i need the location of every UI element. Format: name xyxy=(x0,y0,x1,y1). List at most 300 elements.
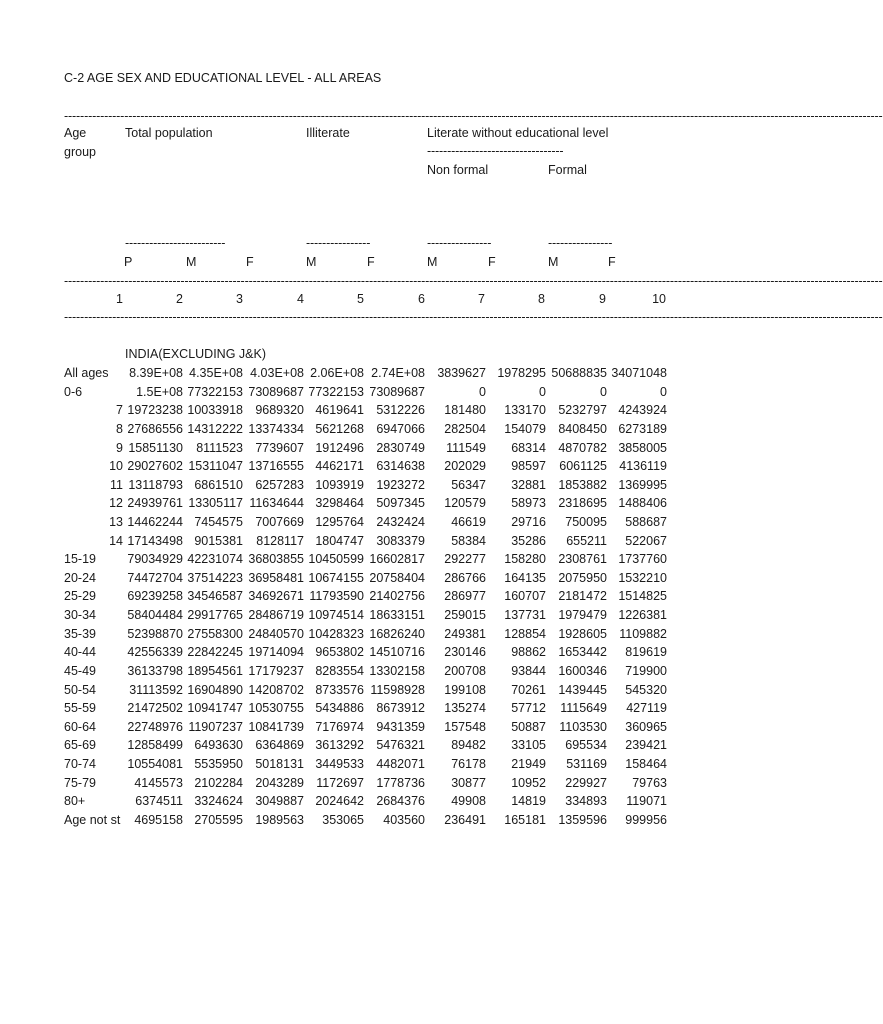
table-cell: 1115649 xyxy=(560,701,607,716)
table-cell: 128854 xyxy=(504,626,546,641)
column-number: 1 xyxy=(116,292,123,306)
table-cell: 4619641 xyxy=(315,403,364,418)
table-row xyxy=(0,478,768,496)
table-cell: 3839627 xyxy=(437,366,486,380)
table-row xyxy=(0,366,768,384)
table-cell: 750095 xyxy=(565,515,607,529)
table-cell: 1172697 xyxy=(316,775,364,790)
table-cell: 2308761 xyxy=(558,552,607,567)
row-label: 75-79 xyxy=(64,775,96,790)
table-cell: 1804747 xyxy=(315,533,364,548)
row-label: All ages xyxy=(64,366,109,380)
table-cell: 98862 xyxy=(511,645,546,660)
table-cell: 19723238 xyxy=(127,403,183,418)
table-cell: 2432424 xyxy=(376,515,425,529)
table-cell: 286977 xyxy=(444,589,486,604)
table-cell: 68314 xyxy=(511,440,546,455)
table-cell: 73089687 xyxy=(248,384,304,399)
table-cell: 14819 xyxy=(511,794,546,809)
table-cell: 3083379 xyxy=(376,533,425,548)
table-cell: 1778736 xyxy=(376,775,425,790)
table-cell: 2024642 xyxy=(315,794,364,809)
table-cell: 36803855 xyxy=(248,552,304,567)
table-cell: 13305117 xyxy=(188,496,243,511)
table-cell: 1514825 xyxy=(618,589,667,604)
table-cell: 42231074 xyxy=(187,552,243,567)
table-cell: 5312226 xyxy=(376,403,425,418)
table-cell: 79034929 xyxy=(127,552,183,567)
table-cell: 12858499 xyxy=(127,738,183,753)
table-cell: 8673912 xyxy=(376,701,425,716)
table-cell: 588687 xyxy=(625,515,667,529)
table-cell: 7007669 xyxy=(255,515,304,529)
table-cell: 236491 xyxy=(444,812,486,827)
table-cell: 31113592 xyxy=(129,682,183,697)
table-cell: 6257283 xyxy=(255,477,304,492)
table-cell: 74472704 xyxy=(127,570,183,585)
table-cell: 16904890 xyxy=(187,682,243,697)
table-cell: 6861510 xyxy=(194,477,243,492)
table-cell: 158464 xyxy=(625,757,667,771)
table-cell: 522067 xyxy=(625,533,667,548)
table-cell: 0 xyxy=(600,384,607,399)
table-cell: 286766 xyxy=(444,570,486,585)
table-cell: 181480 xyxy=(444,403,486,418)
sex-header-p: P xyxy=(124,255,133,269)
table-cell: 28486719 xyxy=(248,608,304,623)
table-cell: 9653802 xyxy=(315,645,364,660)
table-cell: 0 xyxy=(479,384,486,399)
table-row xyxy=(0,794,768,812)
table-row xyxy=(0,571,768,589)
table-cell: 8.39E+08 xyxy=(129,366,183,380)
table-cell: 1295764 xyxy=(315,515,364,529)
table-cell: 7454575 xyxy=(194,515,243,529)
table-cell: 4.03E+08 xyxy=(250,366,304,380)
table-cell: 13302158 xyxy=(369,663,425,678)
table-cell: 18633151 xyxy=(369,608,425,623)
table-cell: 1439445 xyxy=(558,682,607,697)
row-label: 30-34 xyxy=(64,608,96,623)
report-title: C-2 AGE SEX AND EDUCATIONAL LEVEL - ALL AREAS xyxy=(64,71,382,85)
table-cell: 6314638 xyxy=(376,459,425,474)
table-cell: 1989563 xyxy=(255,812,304,827)
table-cell: 2181472 xyxy=(558,589,607,604)
table-row xyxy=(0,552,768,570)
table-cell: 4462171 xyxy=(315,459,364,474)
table-cell: 77322153 xyxy=(187,384,243,399)
sex-header-m: M xyxy=(427,255,438,269)
table-cell: 1.5E+08 xyxy=(136,384,183,399)
table-cell: 11598928 xyxy=(370,682,425,697)
table-cell: 202029 xyxy=(444,459,486,474)
table-cell: 4482071 xyxy=(376,757,425,771)
table-cell: 353065 xyxy=(322,812,364,827)
table-cell: 1103530 xyxy=(559,719,607,734)
row-label: 40-44 xyxy=(64,645,96,660)
sex-header-m: M xyxy=(548,255,559,269)
table-cell: 1532210 xyxy=(618,570,667,585)
table-row xyxy=(0,385,768,403)
header-total-population: Total population xyxy=(125,126,213,140)
table-cell: 56347 xyxy=(451,477,486,492)
table-row xyxy=(0,534,768,552)
table-cell: 1853882 xyxy=(558,477,607,492)
table-cell: 9015381 xyxy=(194,533,243,548)
row-label: Age not st xyxy=(64,812,121,827)
column-number: 4 xyxy=(297,292,304,306)
table-cell: 93844 xyxy=(511,663,546,678)
table-cell: 1109882 xyxy=(619,626,667,641)
row-age-number: 8 xyxy=(116,421,123,436)
table-cell: 0 xyxy=(539,384,546,399)
table-cell: 36133798 xyxy=(127,663,183,678)
header-subdivider-total: ------------------------- xyxy=(125,236,226,250)
column-number: 2 xyxy=(176,292,183,306)
table-cell: 15851130 xyxy=(128,440,183,455)
table-cell: 2.06E+08 xyxy=(310,366,364,380)
table-cell: 42556339 xyxy=(127,645,183,660)
table-cell: 427119 xyxy=(626,701,667,716)
table-cell: 5434886 xyxy=(315,701,364,716)
table-cell: 135274 xyxy=(444,701,486,716)
column-number: 3 xyxy=(236,292,243,306)
table-cell: 50887 xyxy=(511,719,546,734)
table-cell: 22842245 xyxy=(187,645,243,660)
table-cell: 164135 xyxy=(504,570,546,585)
table-cell: 5621268 xyxy=(315,421,364,436)
table-cell: 719900 xyxy=(625,663,667,678)
table-cell: 2318695 xyxy=(558,496,607,511)
table-cell: 154079 xyxy=(504,421,546,436)
table-cell: 14312222 xyxy=(187,421,243,436)
header-subdivider-illiterate: ---------------- xyxy=(306,236,371,250)
divider-bottom: ------------------------------------------------------------------------------------------------------------------------------------------------------------------------------------------------------------ xyxy=(64,310,883,324)
table-cell: 531169 xyxy=(566,757,607,771)
divider-mid: ------------------------------------------------------------------------------------------------------------------------------------------------------------------------------------------------------------ xyxy=(64,274,883,288)
table-cell: 29716 xyxy=(511,515,546,529)
table-cell: 10841739 xyxy=(248,719,304,734)
table-cell: 4.35E+08 xyxy=(189,366,243,380)
table-cell: 21472502 xyxy=(127,701,183,716)
table-cell: 8111523 xyxy=(196,440,243,455)
table-cell: 36958481 xyxy=(248,570,304,585)
table-cell: 9689320 xyxy=(255,403,304,418)
table-row xyxy=(0,757,768,775)
table-cell: 4136119 xyxy=(619,459,667,474)
table-cell: 2102284 xyxy=(194,775,243,790)
table-cell: 403560 xyxy=(383,812,425,827)
table-cell: 6273189 xyxy=(618,421,667,436)
column-number-row xyxy=(0,292,768,308)
table-row xyxy=(0,459,768,477)
row-label: 25-29 xyxy=(64,589,96,604)
table-cell: 6061125 xyxy=(559,459,607,474)
table-cell: 4145573 xyxy=(134,775,183,790)
table-cell: 3049887 xyxy=(255,794,304,809)
table-cell: 1653442 xyxy=(558,645,607,660)
row-label: 55-59 xyxy=(64,701,96,716)
row-label: 80+ xyxy=(64,794,86,809)
table-cell: 8283554 xyxy=(315,663,364,678)
table-cell: 2684376 xyxy=(376,794,425,809)
header-subdivider-literate: ---------------------------------- xyxy=(427,144,564,158)
table-cell: 5097345 xyxy=(376,496,425,511)
table-cell: 3613292 xyxy=(315,738,364,753)
table-cell: 13374334 xyxy=(248,421,304,436)
table-row xyxy=(0,441,768,459)
table-row xyxy=(0,720,768,738)
table-cell: 50688835 xyxy=(551,366,607,380)
table-cell: 545320 xyxy=(625,682,667,697)
row-age-number: 9 xyxy=(116,440,123,455)
table-cell: 7176974 xyxy=(315,719,364,734)
table-row xyxy=(0,496,768,514)
table-cell: 165181 xyxy=(504,812,546,827)
table-cell: 133170 xyxy=(504,403,546,418)
table-cell: 77322153 xyxy=(308,384,364,399)
header-literate-without: Literate without educational level xyxy=(427,126,609,140)
table-cell: 33105 xyxy=(511,738,546,753)
table-cell: 32881 xyxy=(511,477,546,492)
header-group: group xyxy=(64,145,96,159)
table-cell: 27558300 xyxy=(187,626,243,641)
table-cell: 14208702 xyxy=(248,682,304,697)
table-cell: 5535950 xyxy=(194,757,243,771)
column-number: 7 xyxy=(478,292,485,306)
table-cell: 17179237 xyxy=(248,663,304,678)
table-row xyxy=(0,776,768,794)
table-cell: 24840570 xyxy=(248,626,304,641)
row-label: 65-69 xyxy=(64,738,96,753)
table-cell: 52398870 xyxy=(127,626,183,641)
table-cell: 1737760 xyxy=(618,552,667,567)
table-cell: 29027602 xyxy=(127,459,183,474)
row-label: 70-74 xyxy=(64,757,96,771)
table-row xyxy=(0,645,768,663)
row-label: 15-19 xyxy=(64,552,96,567)
table-cell: 10974514 xyxy=(308,608,364,623)
row-age-number: 7 xyxy=(116,403,123,418)
row-label: 0-6 xyxy=(64,384,83,399)
table-cell: 5476321 xyxy=(376,738,425,753)
row-age-number: 13 xyxy=(109,515,123,529)
table-cell: 0 xyxy=(660,384,667,399)
table-cell: 5232797 xyxy=(558,403,607,418)
table-cell: 199108 xyxy=(444,682,486,697)
table-cell: 1928605 xyxy=(558,626,607,641)
table-cell: 6364869 xyxy=(255,738,304,753)
table-cell: 6493630 xyxy=(194,738,243,753)
table-cell: 239421 xyxy=(625,738,667,753)
table-cell: 10428323 xyxy=(308,626,364,641)
table-row xyxy=(0,589,768,607)
sex-header-f: F xyxy=(608,255,616,269)
row-label: 35-39 xyxy=(64,626,96,641)
table-cell: 2.74E+08 xyxy=(371,366,425,380)
table-cell: 13118793 xyxy=(128,477,183,492)
table-cell: 3858005 xyxy=(618,440,667,455)
table-cell: 695534 xyxy=(565,738,607,753)
table-cell: 29917765 xyxy=(187,608,243,623)
table-cell: 1226381 xyxy=(618,608,667,623)
table-row xyxy=(0,422,768,440)
table-cell: 21402756 xyxy=(369,589,425,604)
table-cell: 4243924 xyxy=(618,403,667,418)
table-cell: 49908 xyxy=(451,794,486,809)
table-cell: 360965 xyxy=(625,719,667,734)
table-cell: 21949 xyxy=(511,757,546,771)
table-row xyxy=(0,701,768,719)
table-cell: 10952 xyxy=(511,775,546,790)
table-cell: 37514223 xyxy=(187,570,243,585)
table-cell: 18954561 xyxy=(187,663,243,678)
table-cell: 2705595 xyxy=(194,812,243,827)
table-cell: 19714094 xyxy=(248,645,304,660)
table-cell: 22748976 xyxy=(127,719,183,734)
table-cell: 46619 xyxy=(451,515,486,529)
table-cell: 1600346 xyxy=(558,663,607,678)
table-cell: 4870782 xyxy=(558,440,607,455)
table-row xyxy=(0,683,768,701)
table-cell: 79763 xyxy=(632,775,667,790)
sex-header-m: M xyxy=(186,255,197,269)
table-cell: 30877 xyxy=(451,775,486,790)
table-row xyxy=(0,515,768,533)
table-row xyxy=(0,627,768,645)
table-cell: 34546587 xyxy=(187,589,243,604)
table-cell: 10674155 xyxy=(308,570,364,585)
table-cell: 119071 xyxy=(626,794,667,809)
table-cell: 69239258 xyxy=(127,589,183,604)
column-number: 9 xyxy=(599,292,606,306)
table-cell: 15311047 xyxy=(188,459,243,474)
table-cell: 10941747 xyxy=(187,701,243,716)
column-number: 5 xyxy=(357,292,364,306)
table-cell: 24939761 xyxy=(127,496,183,511)
table-cell: 6947066 xyxy=(376,421,425,436)
table-row xyxy=(0,813,768,831)
table-cell: 35286 xyxy=(511,533,546,548)
divider-top: ------------------------------------------------------------------------------------------------------------------------------------------------------------------------------------------------------------ xyxy=(64,109,883,123)
table-cell: 1912496 xyxy=(315,440,364,455)
table-cell: 34071048 xyxy=(611,366,667,380)
table-cell: 58404484 xyxy=(127,608,183,623)
table-cell: 5018131 xyxy=(255,757,304,771)
table-cell: 282504 xyxy=(444,421,486,436)
column-number: 8 xyxy=(538,292,545,306)
table-cell: 819619 xyxy=(625,645,667,660)
table-cell: 1978295 xyxy=(497,366,546,380)
table-cell: 1369995 xyxy=(618,477,667,492)
sex-header-row xyxy=(0,255,768,271)
column-number: 10 xyxy=(652,292,666,306)
table-cell: 3298464 xyxy=(315,496,364,511)
table-cell: 1359596 xyxy=(558,812,607,827)
region-label: INDIA(EXCLUDING J&K) xyxy=(125,347,266,361)
table-cell: 34692671 xyxy=(248,589,304,604)
table-cell: 70261 xyxy=(511,682,546,697)
row-age-number: 11 xyxy=(110,477,123,492)
table-cell: 8408450 xyxy=(558,421,607,436)
table-cell: 999956 xyxy=(625,812,667,827)
row-age-number: 10 xyxy=(109,459,123,474)
table-cell: 58384 xyxy=(451,533,486,548)
table-cell: 2830749 xyxy=(376,440,425,455)
table-cell: 3449533 xyxy=(315,757,364,771)
table-cell: 76178 xyxy=(451,757,486,771)
table-cell: 3324624 xyxy=(194,794,243,809)
table-cell: 14462244 xyxy=(127,515,183,529)
row-label: 50-54 xyxy=(64,682,96,697)
table-cell: 13716555 xyxy=(248,459,304,474)
table-cell: 10450599 xyxy=(308,552,364,567)
table-cell: 230146 xyxy=(444,645,486,660)
table-cell: 158280 xyxy=(504,552,546,567)
table-cell: 1093919 xyxy=(315,477,364,492)
header-age: Age xyxy=(64,126,87,140)
sex-header-f: F xyxy=(246,255,254,269)
table-row xyxy=(0,403,768,421)
table-cell: 157548 xyxy=(444,719,486,734)
table-cell: 14510716 xyxy=(369,645,425,660)
table-cell: 10530755 xyxy=(248,701,304,716)
table-cell: 58973 xyxy=(511,496,546,511)
table-cell: 137731 xyxy=(504,608,546,623)
table-cell: 17143498 xyxy=(127,533,183,548)
table-cell: 200708 xyxy=(444,663,486,678)
header-formal: Formal xyxy=(548,163,587,177)
table-row xyxy=(0,608,768,626)
table-cell: 4695158 xyxy=(134,812,183,827)
sex-header-f: F xyxy=(488,255,496,269)
table-cell: 10554081 xyxy=(127,757,183,771)
table-cell: 2043289 xyxy=(255,775,304,790)
table-cell: 8733576 xyxy=(315,682,364,697)
row-label: 20-24 xyxy=(64,570,96,585)
sex-header-m: M xyxy=(306,255,317,269)
table-cell: 98597 xyxy=(511,459,546,474)
table-cell: 6374511 xyxy=(135,794,183,809)
table-cell: 249381 xyxy=(444,626,486,641)
table-cell: 120579 xyxy=(444,496,486,511)
header-non-formal: Non formal xyxy=(427,163,489,177)
table-cell: 2075950 xyxy=(558,570,607,585)
table-cell: 655211 xyxy=(566,533,607,548)
header-subdivider-nonformal: ---------------- xyxy=(427,236,492,250)
table-cell: 259015 xyxy=(444,608,486,623)
row-age-number: 14 xyxy=(109,533,123,548)
table-cell: 20758404 xyxy=(369,570,425,585)
table-cell: 7739607 xyxy=(255,440,304,455)
table-cell: 334893 xyxy=(565,794,607,809)
sex-header-f: F xyxy=(367,255,375,269)
table-cell: 1923272 xyxy=(376,477,425,492)
table-row xyxy=(0,738,768,756)
table-cell: 73089687 xyxy=(369,384,425,399)
column-number: 6 xyxy=(418,292,425,306)
table-cell: 229927 xyxy=(565,775,607,790)
table-cell: 11634644 xyxy=(249,496,304,511)
header-subdivider-formal: ---------------- xyxy=(548,236,613,250)
row-label: 60-64 xyxy=(64,719,96,734)
table-cell: 1488406 xyxy=(618,496,667,511)
table-cell: 16602817 xyxy=(369,552,425,567)
table-cell: 160707 xyxy=(504,589,546,604)
header-illiterate: Illiterate xyxy=(306,126,350,140)
table-cell: 89482 xyxy=(451,738,486,753)
table-cell: 292277 xyxy=(444,552,486,567)
